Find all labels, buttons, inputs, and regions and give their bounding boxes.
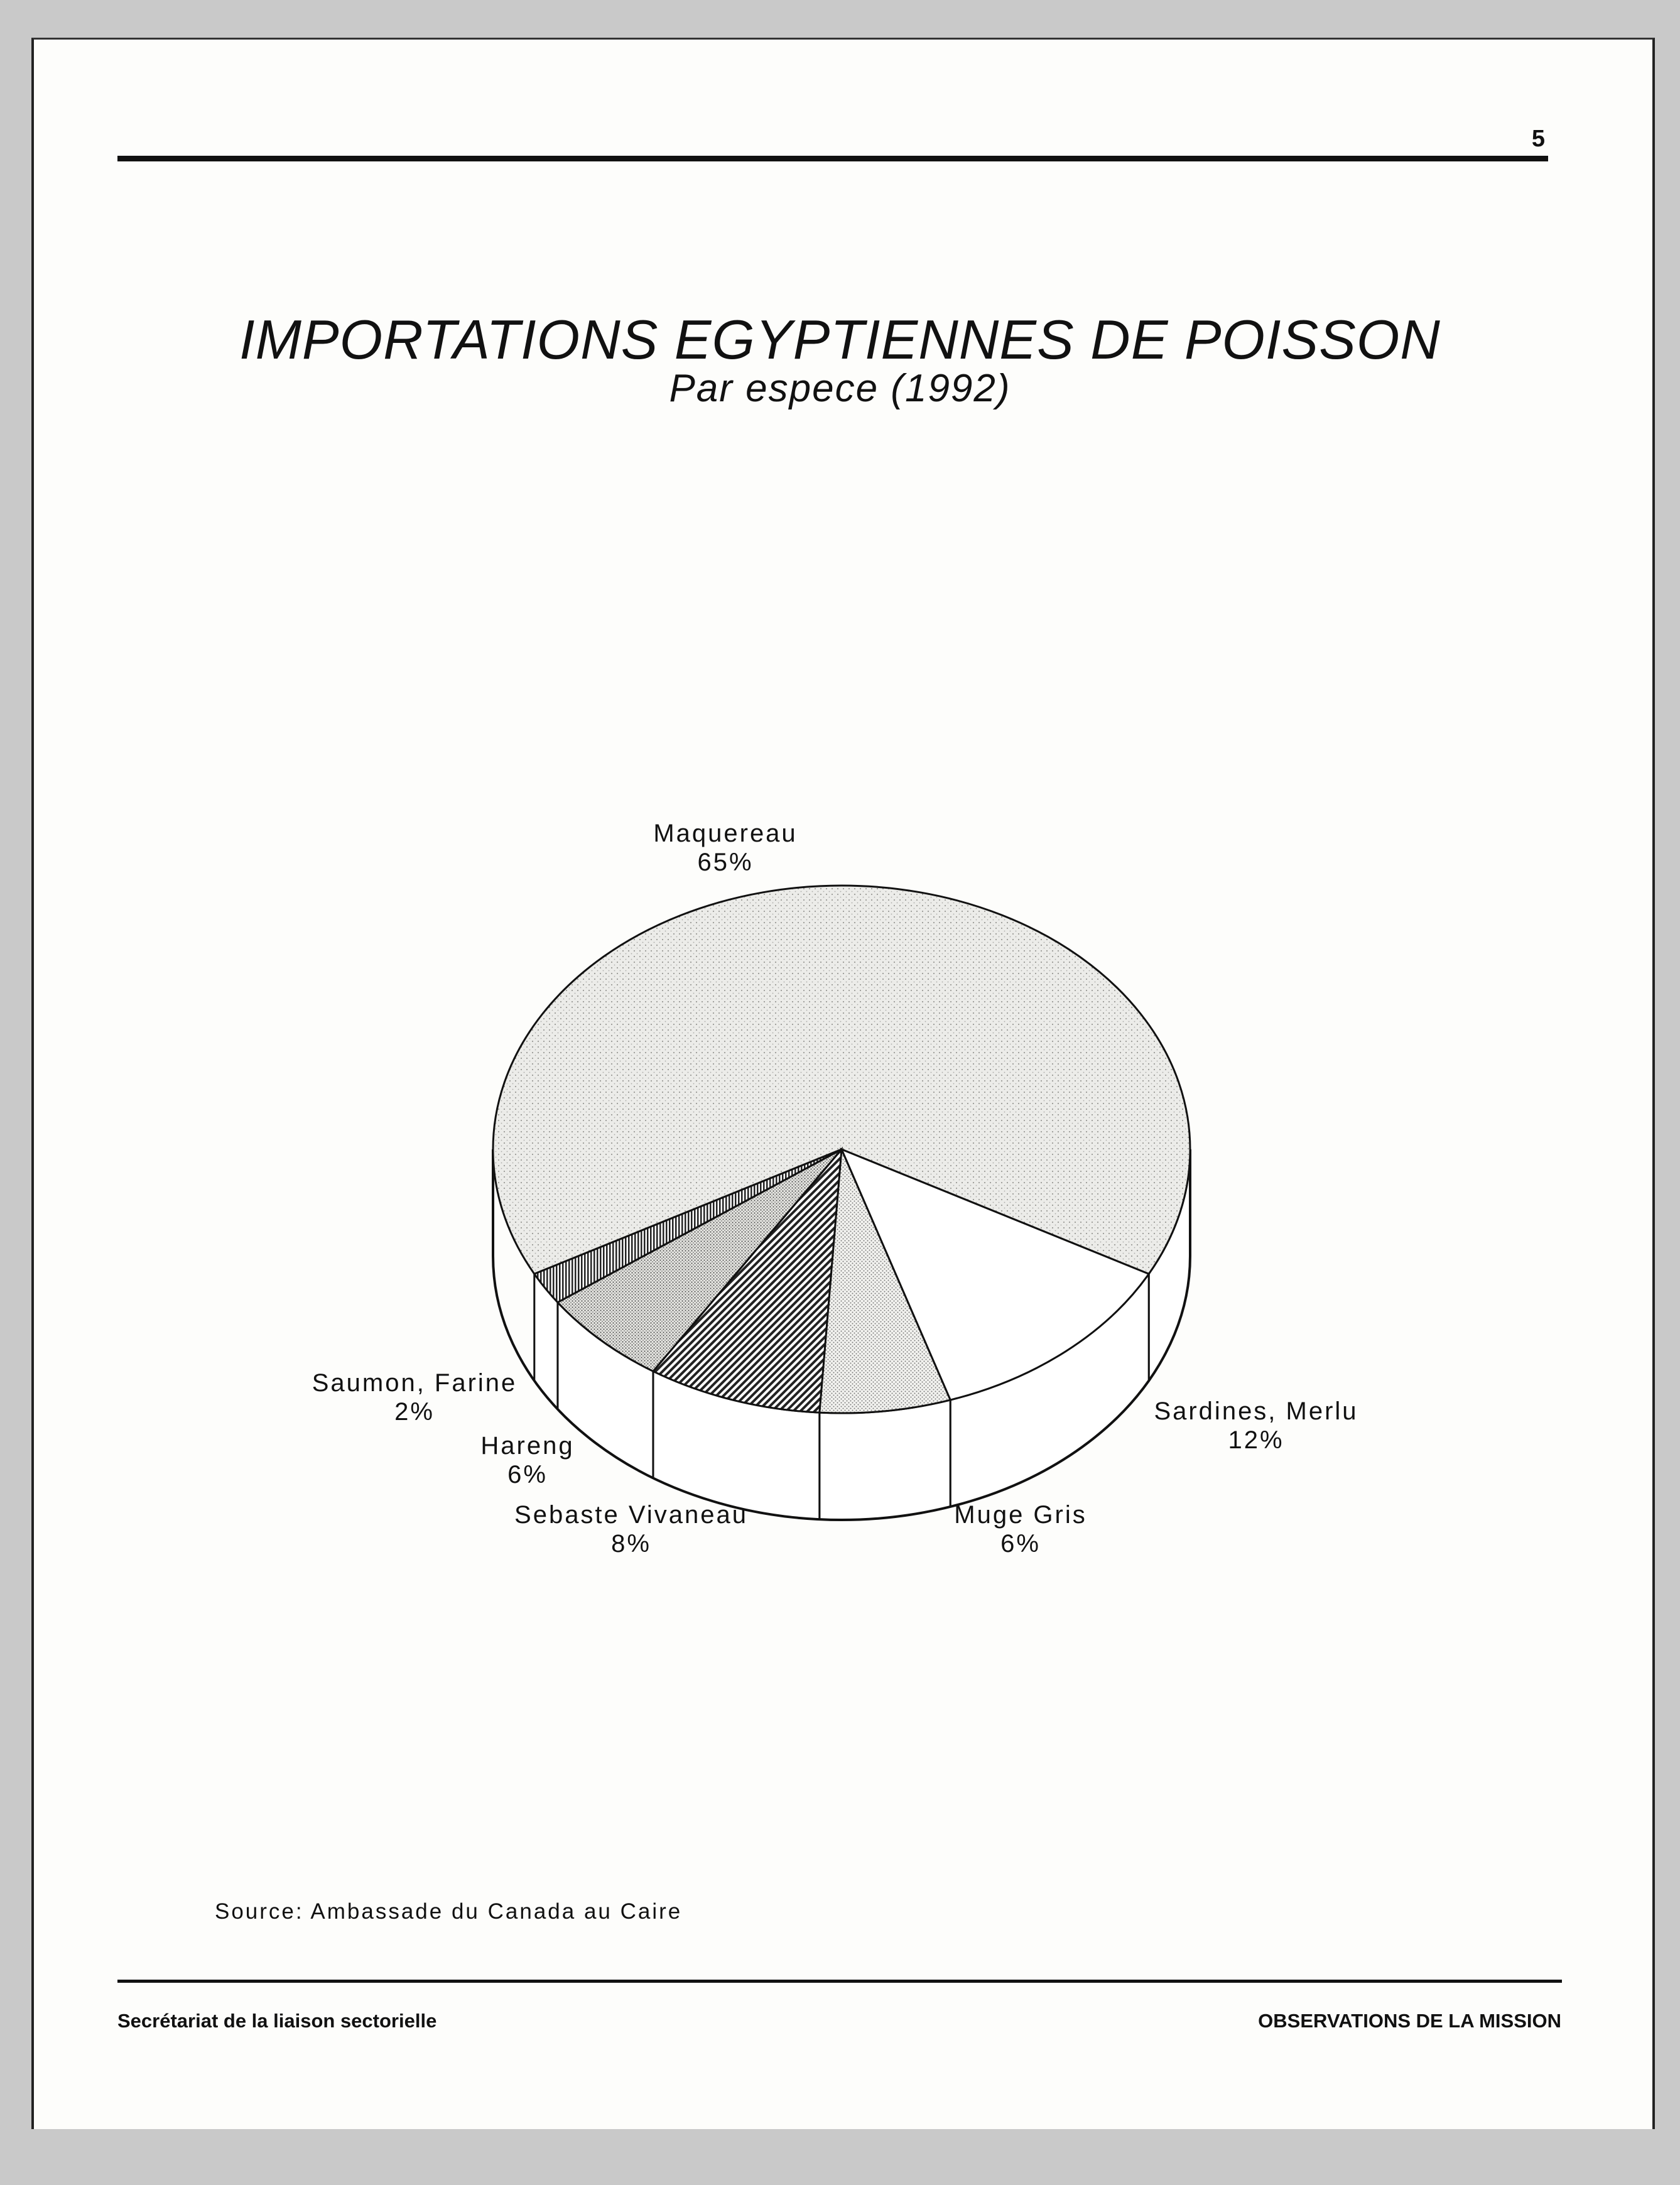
slice-label-1: Sardines, Merlu bbox=[1154, 1397, 1358, 1425]
slice-value-1: 12% bbox=[1228, 1426, 1284, 1454]
footer-rule bbox=[117, 1980, 1562, 1983]
slice-label-2: Muge Gris bbox=[954, 1501, 1087, 1529]
chart-title: IMPORTATIONS EGYPTIENNES DE POISSON bbox=[239, 308, 1441, 371]
slice-label-0: Maquereau bbox=[653, 820, 798, 847]
footer-left: Secrétariat de la liaison sectorielle bbox=[117, 2010, 437, 2032]
source-note: Source: Ambassade du Canada au Caire bbox=[215, 1899, 683, 1924]
slice-label-5: Saumon, Farine bbox=[312, 1369, 518, 1397]
pie-side-2 bbox=[820, 1400, 950, 1520]
slice-value-5: 2% bbox=[394, 1398, 435, 1426]
slice-label-3: Sebaste Vivaneau bbox=[514, 1501, 748, 1529]
chart-subtitle: Par espece (1992) bbox=[669, 367, 1011, 410]
slice-value-4: 6% bbox=[507, 1461, 548, 1488]
slice-value-3: 8% bbox=[611, 1530, 651, 1558]
slice-value-2: 6% bbox=[1000, 1530, 1041, 1558]
slice-value-0: 65% bbox=[697, 849, 754, 876]
slice-label-4: Hareng bbox=[480, 1432, 575, 1460]
pie-top-faces bbox=[493, 886, 1190, 1413]
page-number: 5 bbox=[1531, 126, 1545, 152]
footer-right: OBSERVATIONS DE LA MISSION bbox=[1258, 2010, 1561, 2032]
